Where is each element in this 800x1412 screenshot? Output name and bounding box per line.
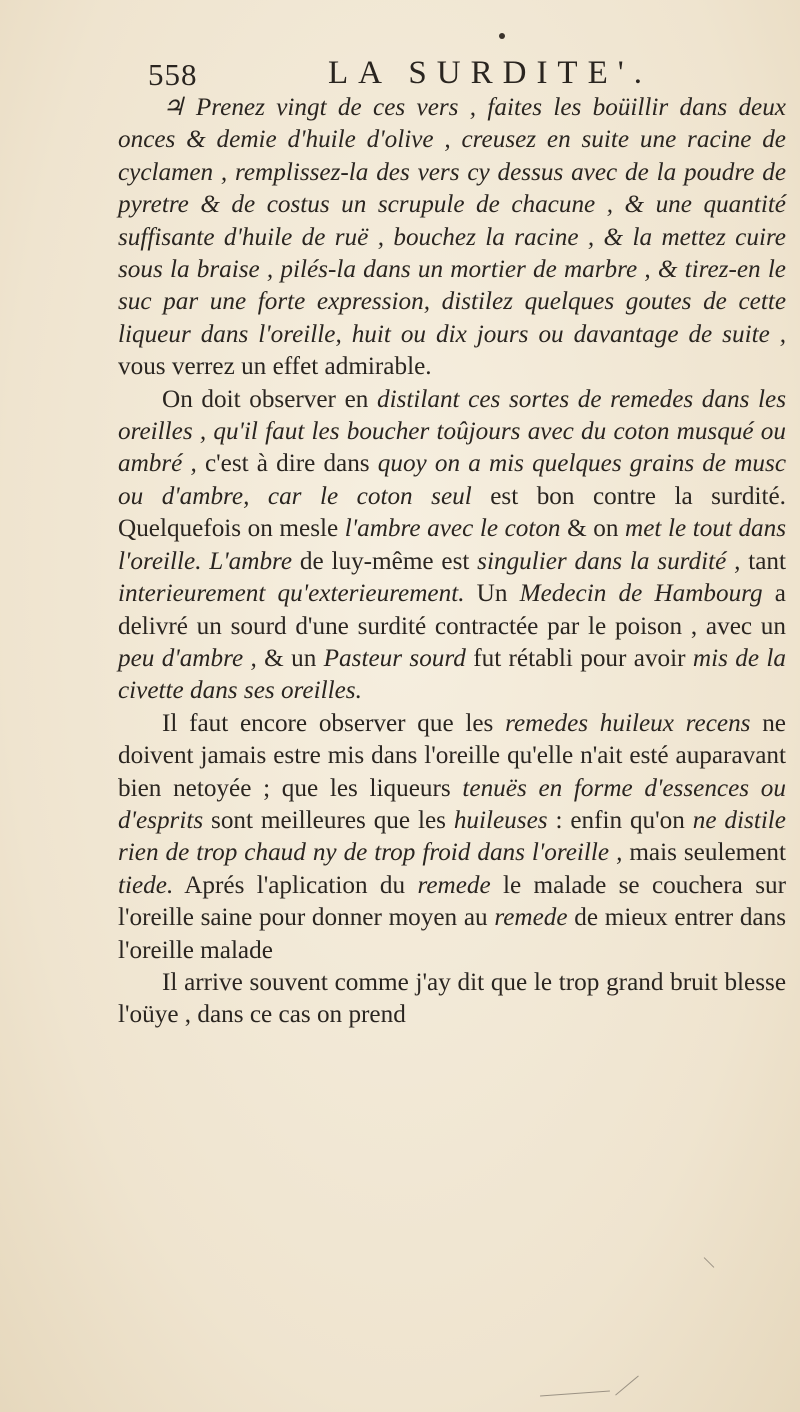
- paragraph: [118, 384, 786, 708]
- text-run: a delivré un sourd d'une surdité contractée par le poison , avec un: [118, 580, 786, 640]
- text-run: c'est à dire dans: [196, 450, 378, 478]
- page-header: [148, 55, 778, 95]
- stray-mark: [540, 1391, 610, 1397]
- text-run: vous verrez un effet admirable.: [118, 353, 432, 381]
- italic-text: Pasteur sourd: [323, 644, 466, 672]
- text-run: est bon contre la surdité. Quelquefois on mesle: [118, 482, 786, 543]
- italic-text: quoy on a mis quelques grains de musc ou d'ambre, car le coton seul: [118, 450, 786, 510]
- paragraph: [118, 967, 786, 1032]
- italic-text: Medecin de Hambourg: [519, 580, 763, 608]
- text-run: & un: [256, 644, 324, 672]
- text-run: Un: [464, 580, 520, 608]
- paragraph: [118, 708, 786, 967]
- text-run: tant: [740, 547, 786, 575]
- italic-text: ne distile rien de trop chaud ny de trop froid dans l'oreille ,: [118, 806, 786, 867]
- text-run: & on: [560, 515, 626, 543]
- text-run: le malade se couchera sur l'oreille saine pour donner moyen au: [118, 871, 786, 932]
- text-run: Il arrive souvent comme j'ay dit que le trop grand bruit blesse l'oüye , dans ce cas on prend: [118, 968, 786, 1029]
- italic-text: peu d'ambre ,: [118, 644, 257, 672]
- text-run: de mieux entrer dans l'oreille malade: [118, 904, 786, 964]
- text-run: de luy-même est: [292, 547, 478, 575]
- italic-text: interieurement qu'exterieurement.: [118, 580, 465, 608]
- page-number: 558: [148, 57, 198, 92]
- text-run: Il faut encore observer que les: [162, 709, 506, 737]
- italic-text: ♃ Prenez vingt de ces vers , faites les boüillir dans deux onces & demie d'huile d'olive , creusez en suite une racine de cyclamen , remplissez-la des vers cy dessus avec de la poudre de pyretre & de costus un scrupule de chacune , & une quantité suffisante d'huile de ruë , bouchez la racine , & la mettez cuire sous la braise , pilés-la dans un mortier de marbre , & tirez-en le suc par une forte expression, distilez quelques goutes de cette liqueur dans l'oreille, huit ou dix jours ou davantage de suite ,: [118, 94, 786, 348]
- paragraph: [118, 92, 786, 384]
- text-run: : enfin qu'on: [547, 806, 693, 834]
- italic-text: remede: [494, 904, 568, 932]
- italic-text: tiede.: [118, 871, 174, 899]
- italic-text: singulier dans la surdité ,: [477, 547, 741, 575]
- text-run: ne doivent jamais estre mis dans l'oreille qu'elle n'ait esté auparavant bien netoyée ; que les liqueurs: [118, 709, 786, 802]
- body-text: [118, 92, 786, 1032]
- italic-text: remede: [417, 871, 491, 899]
- italic-text: met le tout dans l'oreille. L'ambre: [118, 515, 787, 575]
- stray-mark: [704, 1257, 715, 1268]
- text-run: mais seulement: [622, 839, 786, 867]
- italic-text: distilant ces sortes de remedes dans les oreilles , qu'il faut les boucher toûjours avec du coton musqué ou ambré ,: [118, 385, 786, 478]
- text-run: Aprés l'aplication du: [173, 871, 418, 899]
- running-title: LA SURDITE'.: [328, 55, 652, 91]
- italic-text: l'ambre avec le coton: [344, 515, 561, 543]
- stray-mark: [615, 1375, 639, 1395]
- italic-text: tenuës en forme d'essences ou d'esprits: [118, 774, 786, 834]
- text-run: On doit observer en: [162, 385, 377, 413]
- italic-text: huileuses: [453, 806, 548, 834]
- text-run: fut rétabli pour avoir: [465, 644, 693, 672]
- text-run: sont meilleures que les: [203, 806, 454, 834]
- italic-text: mis de la civette dans ses oreilles.: [118, 644, 786, 705]
- italic-text: remedes huileux recens: [505, 709, 751, 737]
- ink-dot: [499, 33, 505, 39]
